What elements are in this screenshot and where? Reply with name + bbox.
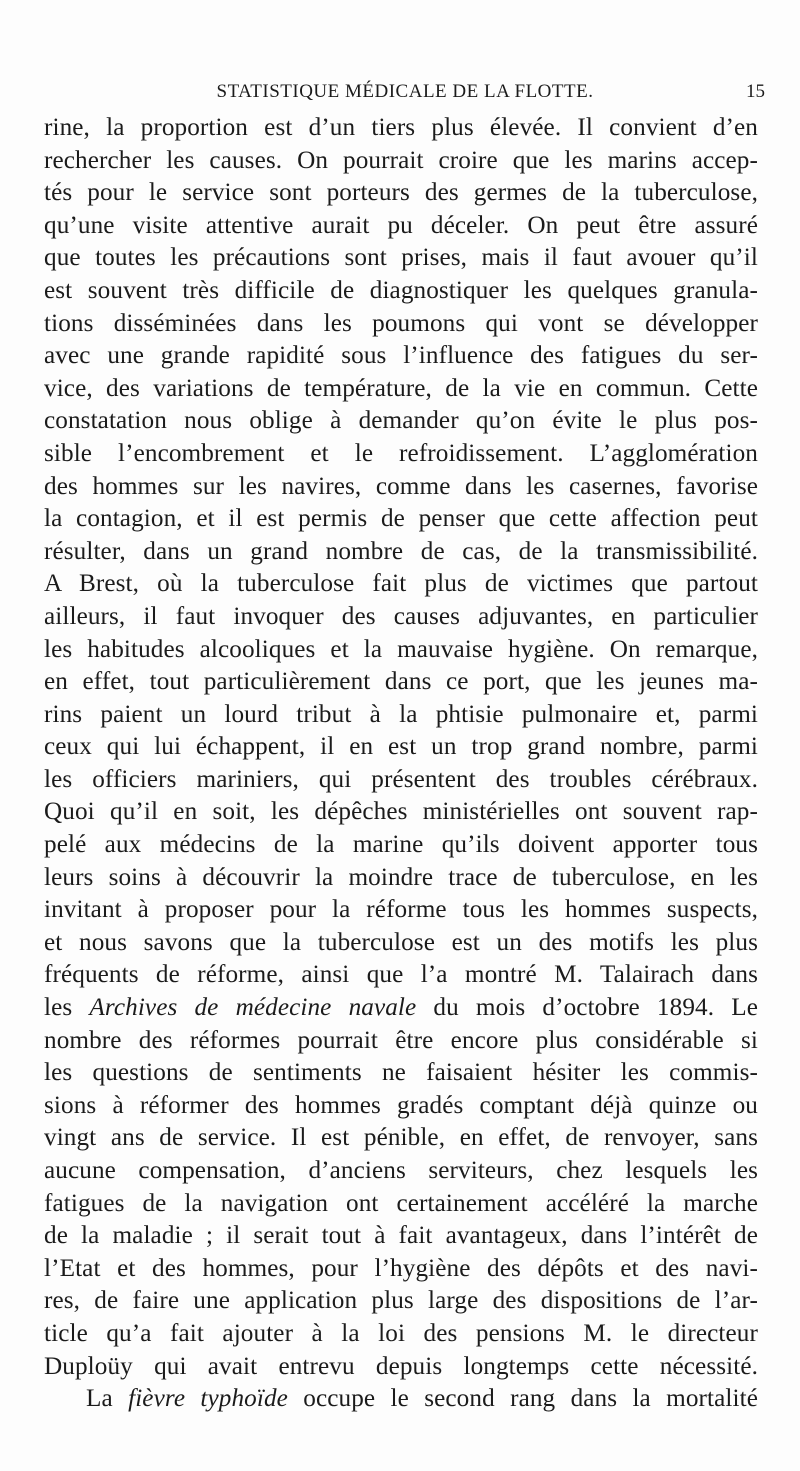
- text-line: en effet, tout particulièrement dans ce port, que les jeunes ma-: [44, 668, 758, 696]
- italic-journal-title: Archives de médecine navale: [89, 994, 417, 1022]
- text-line: sions à réformer des hommes gradés comptant déjà quinze ou: [44, 1091, 758, 1119]
- text-line: rine, la proportion est d’un tiers plus élevée. Il convient d’en: [44, 114, 758, 141]
- text-line: les officiers mariniers, qui présentent des troubles cérébraux.: [44, 765, 758, 793]
- text-line: [44, 1383, 758, 1416]
- text-line: ailleurs, il faut invoquer des causes adjuvantes, en particulier: [44, 602, 758, 630]
- text-line: rins paient un lourd tribut à la phtisie pulmonaire et, parmi: [44, 700, 758, 728]
- text-segment: les: [44, 994, 90, 1022]
- text-line: tés pour le service sont porteurs des germes de la tuberculose,: [44, 179, 758, 207]
- body-text: [44, 112, 758, 1416]
- page-header: [45, 80, 765, 104]
- text-line: vingt ans de service. Il est pénible, en effet, de renvoyer, sans: [44, 1124, 758, 1152]
- text-line: de la maladie ; il serait tout à fait avantageux, dans l’intérêt de: [44, 1222, 758, 1250]
- text-line: [44, 992, 758, 1025]
- text-line: qu’une visite attentive aurait pu déceler. On peut être assuré: [44, 211, 758, 239]
- text-line: tions disséminées dans les poumons qui vont se développer: [44, 309, 758, 337]
- text-line: invitant à proposer pour la réforme tous les hommes suspects,: [44, 896, 758, 924]
- text-line: Quoi qu’il en soit, les dépêches ministérielles ont souvent rap-: [44, 798, 758, 826]
- text-line: et nous savons que la tuberculose est un des motifs les plus: [44, 928, 758, 956]
- text-line: les questions de sentiments ne faisaient hésiter les commis-: [44, 1059, 758, 1087]
- text-line: ceux qui lui échappent, il en est un trop grand nombre, parmi: [44, 733, 758, 761]
- text-line: avec une grande rapidité sous l’influence des fatigues du ser-: [44, 342, 758, 370]
- text-line: leurs soins à découvrir la moindre trace de tuberculose, en les: [44, 863, 758, 891]
- text-line: est souvent très difficile de diagnostiquer les quelques granula-: [44, 276, 758, 304]
- text-line: aucune compensation, d’anciens serviteurs, chez lesquels les: [44, 1157, 758, 1184]
- text-segment: occupe le second rang dans la mortalité: [287, 1385, 758, 1413]
- page-number: 15: [746, 81, 765, 102]
- text-segment: La: [86, 1385, 129, 1413]
- text-line: constatation nous oblige à demander qu’on évite le plus pos-: [44, 407, 758, 435]
- text-line: nombre des réformes pourrait être encore plus considérable si: [44, 1026, 758, 1054]
- text-line: fréquents de réforme, ainsi que l’a montré M. Talairach dans: [44, 961, 758, 989]
- text-line: les habitudes alcooliques et la mauvaise hygiène. On remarque,: [44, 635, 758, 663]
- text-line: la contagion, et il est permis de penser que cette affection peut: [44, 505, 758, 533]
- text-line: ticle qu’a fait ajouter à la loi des pensions M. le directeur: [44, 1319, 758, 1347]
- text-line: res, de faire une application plus large des dispositions de l’ar-: [44, 1287, 758, 1315]
- text-line: sible l’encombrement et le refroidissement. L’agglomération: [44, 439, 758, 467]
- text-segment: du mois d’octobre 1894. Le: [416, 994, 758, 1022]
- text-line: l’Etat et des hommes, pour l’hygiène des dépôts et des navi-: [44, 1254, 758, 1282]
- text-line: fatigues de la navigation ont certainement accéléré la marche: [44, 1189, 758, 1217]
- italic-term: fièvre typhoïde: [128, 1385, 288, 1413]
- text-line: Duploüy qui avait entrevu depuis longtemps cette nécessité.: [44, 1352, 758, 1380]
- text-line: résulter, dans un grand nombre de cas, de la transmissibilité.: [44, 537, 758, 565]
- running-title: STATISTIQUE MÉDICALE DE LA FLOTTE.: [216, 81, 594, 102]
- text-line: vice, des variations de température, de la vie en commun. Cette: [44, 374, 758, 402]
- text-line: rechercher les causes. On pourrait croire que les marins accep-: [44, 146, 758, 174]
- text-line: que toutes les précautions sont prises, mais il faut avouer qu’il: [44, 244, 758, 272]
- text-line: des hommes sur les navires, comme dans les casernes, favorise: [44, 472, 758, 500]
- text-line: pelé aux médecins de la marine qu’ils doivent apporter tous: [44, 831, 758, 859]
- text-line: A Brest, où la tuberculose fait plus de victimes que partout: [44, 570, 758, 598]
